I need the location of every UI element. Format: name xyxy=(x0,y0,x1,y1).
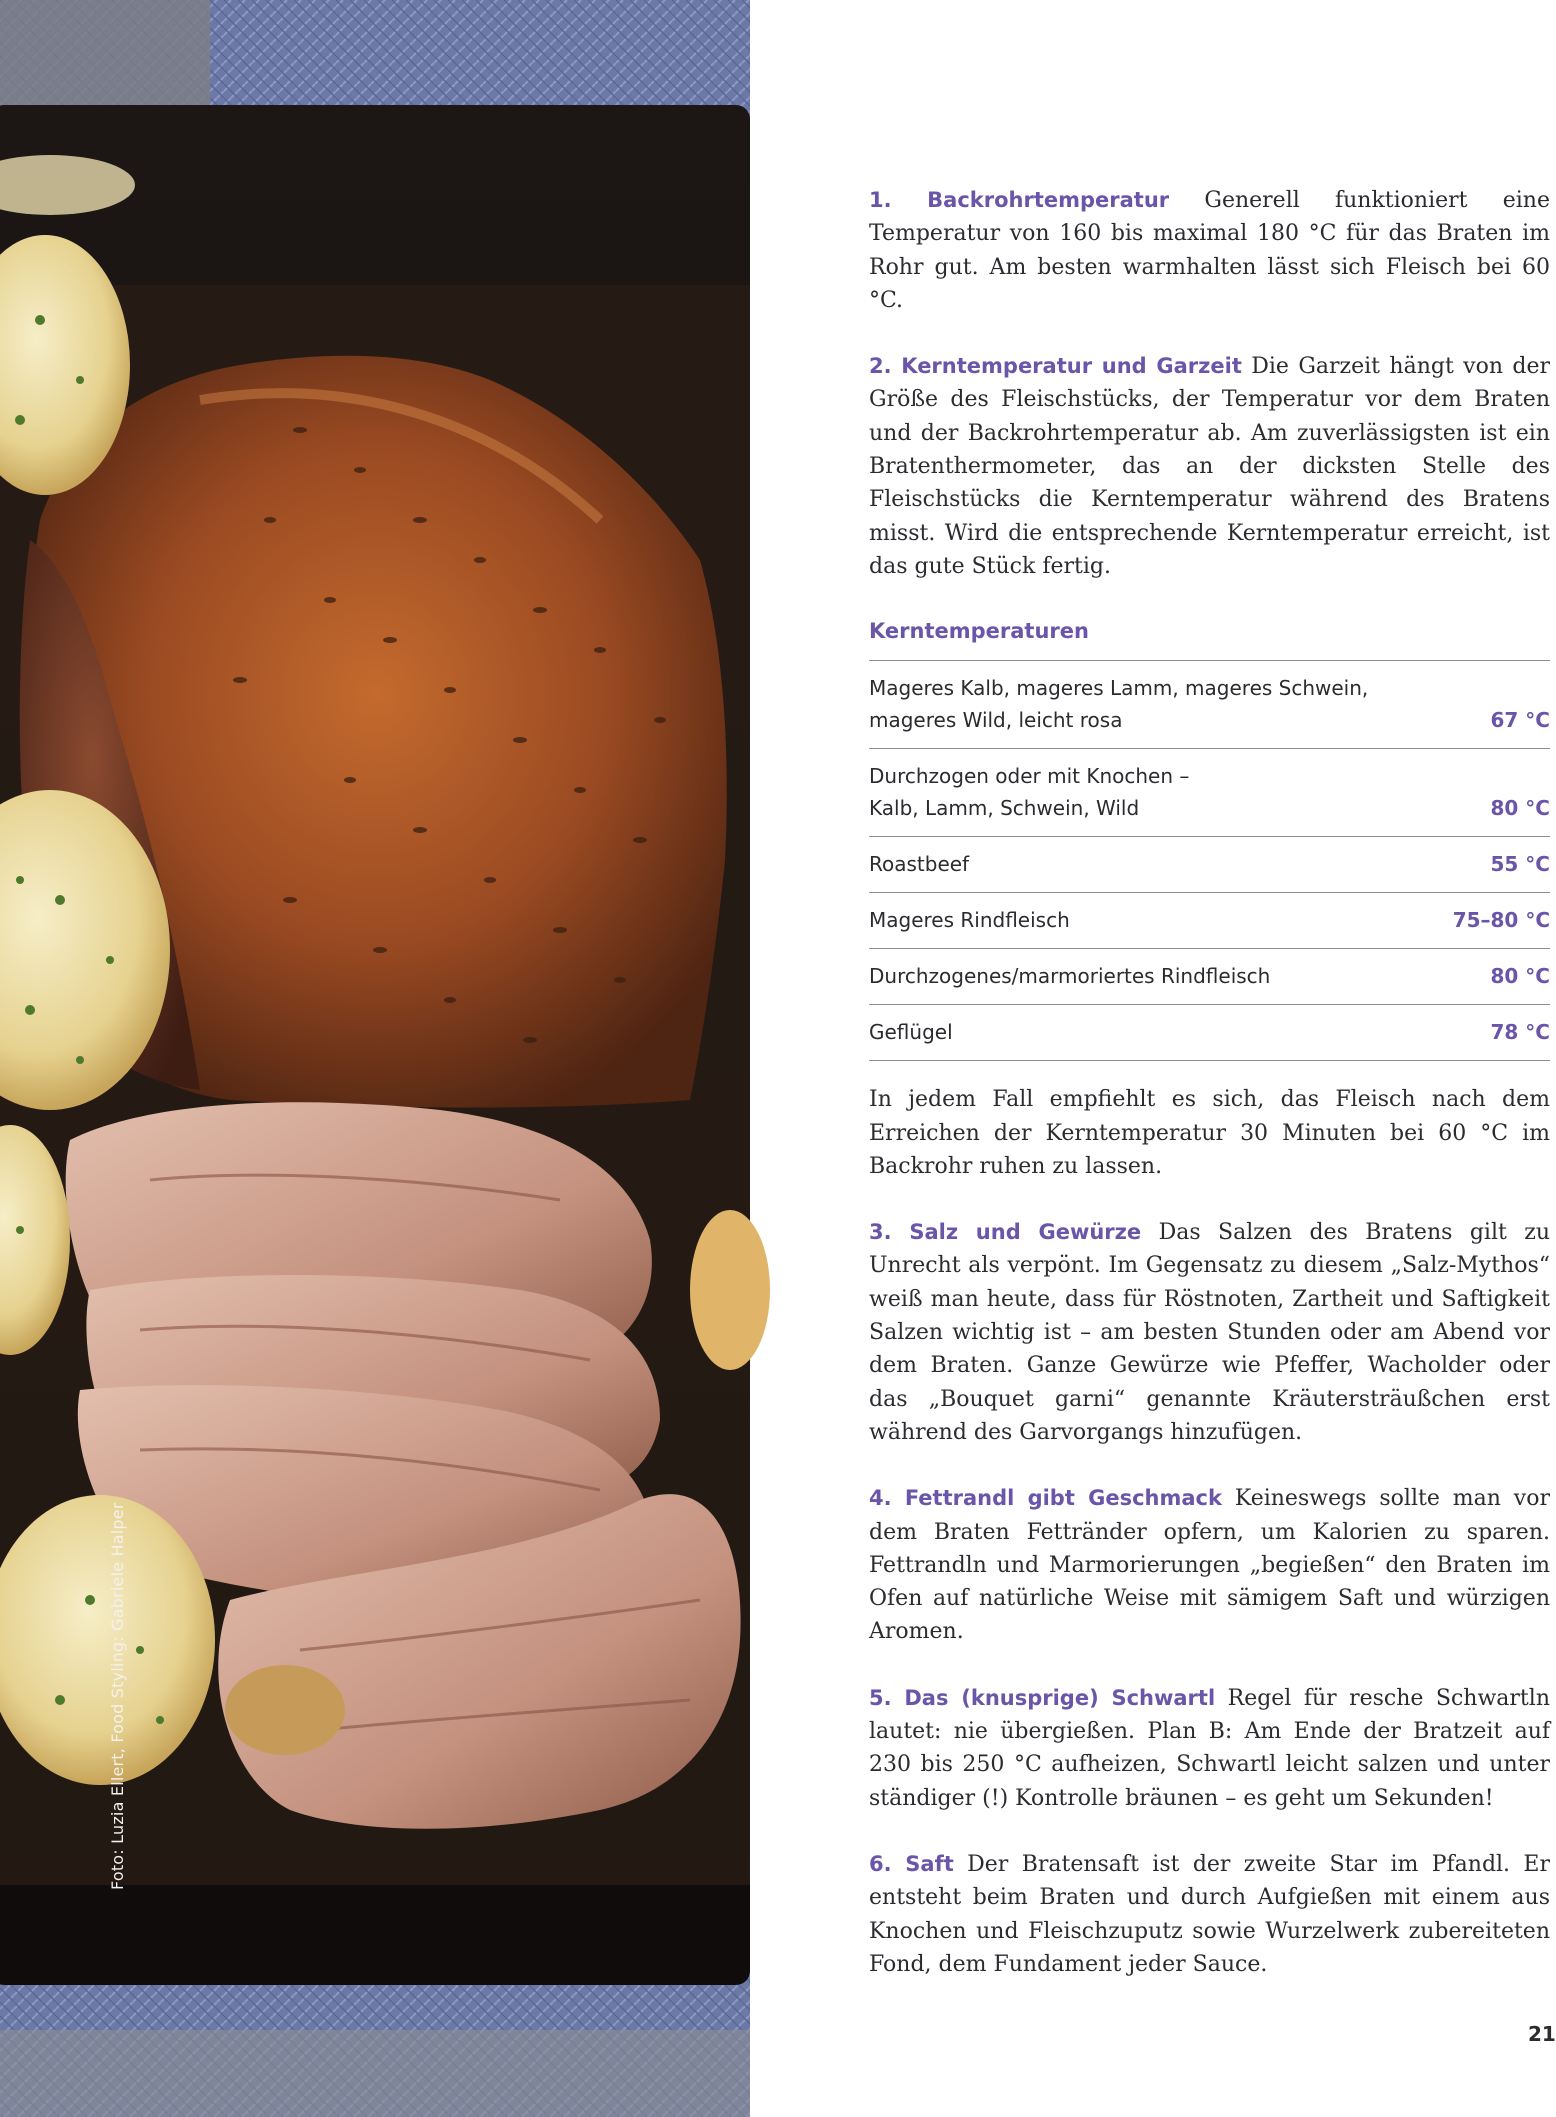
table-title: Kerntemperaturen xyxy=(869,619,1089,644)
section-heading: 6. Saft xyxy=(869,1851,954,1876)
section-backrohrtemperatur xyxy=(869,184,1550,317)
row-value: 80 °C xyxy=(1490,796,1550,821)
section-text: Das Salzen des Bratens gilt zu Unrecht als verpönt. Im Gegensatz zu diesem „Salz-Mythos“ weiß man heute, dass für Röstnoten, Zartheit und Saftigkeit Salzen wichtig ist – am besten Stunden oder am Abend vor dem Braten. Ganze Gewürze wie Pfeffer, Wacholder oder das „Bouquet garni“ genannte Kräutersträußchen erst während des Garvorgangs hinzufügen. xyxy=(869,1220,1551,1445)
page-number: 21 xyxy=(1528,2022,1556,2046)
row-value: 78 °C xyxy=(1490,1020,1550,1045)
row-value: 67 °C xyxy=(1490,708,1550,733)
resting-note xyxy=(869,1083,1550,1183)
section-heading: 3. Salz und Gewürze xyxy=(869,1220,1142,1245)
row-label: Roastbeef xyxy=(869,852,970,877)
row-value: 75–80 °C xyxy=(1452,908,1550,933)
table-row xyxy=(869,1005,1550,1061)
table-row xyxy=(869,893,1550,949)
section-fettrandl xyxy=(869,1482,1550,1648)
table-row xyxy=(869,949,1550,1005)
row-value: 80 °C xyxy=(1490,964,1550,989)
core-temperature-table xyxy=(869,660,1550,1061)
section-text: In jedem Fall empfiehlt es sich, das Fleisch nach dem Erreichen der Kerntemperatur 30 Minuten bei 60 °C im Backrohr ruhen zu lassen. xyxy=(869,1087,1550,1179)
section-text: Regel für resche Schwartln lautet: nie übergießen. Plan B: Am Ende der Bratzeit auf 230 bis 250 °C aufheizen, Schwartl leicht salzen und unter ständiger (!) Kontrolle bräunen – es geht um Sekunden! xyxy=(869,1685,1550,1811)
photo-credit: Foto: Luzia Ellert, Food Styling: Gabriele Halper xyxy=(108,1502,127,1890)
row-label: Mageres Kalb, mageres Lamm, mageres Schwein, mageres Wild, leicht rosa xyxy=(869,676,1369,733)
section-text: Der Bratensaft ist der zweite Star im Pfandl. Er entsteht beim Braten und durch Aufgießen mit einem aus Knochen und Fleischzuputz sowie Wurzelwerk zubereiteten Fond, dem Fundament jeder Sauce. xyxy=(869,1851,1551,1977)
section-schwartl xyxy=(869,1682,1550,1815)
section-text: Generell funktioniert eine Temperatur von 160 bis maximal 180 °C für das Braten im Rohr gut. Am besten warmhalten lässt sich Fleisch bei 60 °C. xyxy=(869,188,1550,313)
section-salz-gewuerze xyxy=(869,1216,1550,1449)
section-kerntemperatur xyxy=(869,350,1550,583)
row-label: Geflügel xyxy=(869,1020,953,1045)
roast-photo xyxy=(0,0,750,2117)
row-value: 55 °C xyxy=(1490,852,1550,877)
section-text: Die Garzeit hängt von der Größe des Fleischstücks, der Temperatur vor dem Braten und der Backrohrtemperatur ab. Am zuverlässigsten ist ein Bratenthermometer, das an der dicksten Stelle des Fleischstücks die Kerntemperatur während des Bratens misst. Wird die entsprechende Kerntemperatur erreicht, ist das gute Stück fertig. xyxy=(869,354,1551,579)
section-heading: 2. Kerntemperatur und Garzeit xyxy=(869,354,1242,379)
article-column xyxy=(869,184,1550,2014)
section-heading: 4. Fettrandl gibt Geschmack xyxy=(869,1486,1222,1511)
row-label: Mageres Rindfleisch xyxy=(869,908,1070,933)
section-saft xyxy=(869,1848,1550,1981)
table-row xyxy=(869,661,1550,749)
section-heading: 5. Das (knusprige) Schwartl xyxy=(869,1685,1216,1710)
table-row xyxy=(869,749,1550,837)
section-heading: 1. Backrohrtemperatur xyxy=(869,188,1170,212)
row-label: Durchzogenes/marmoriertes Rindfleisch xyxy=(869,964,1271,989)
table-row xyxy=(869,837,1550,893)
row-label: Durchzogen oder mit Knochen – Kalb, Lamm, Schwein, Wild xyxy=(869,764,1190,821)
section-text: Keineswegs sollte man vor dem Braten Fettränder opfern, um Kalorien zu sparen. Fettrandln und Marmorierungen „begießen“ den Braten im Ofen auf natürliche Weise mit sämigem Saft und würzigen Aromen. xyxy=(869,1486,1550,1645)
